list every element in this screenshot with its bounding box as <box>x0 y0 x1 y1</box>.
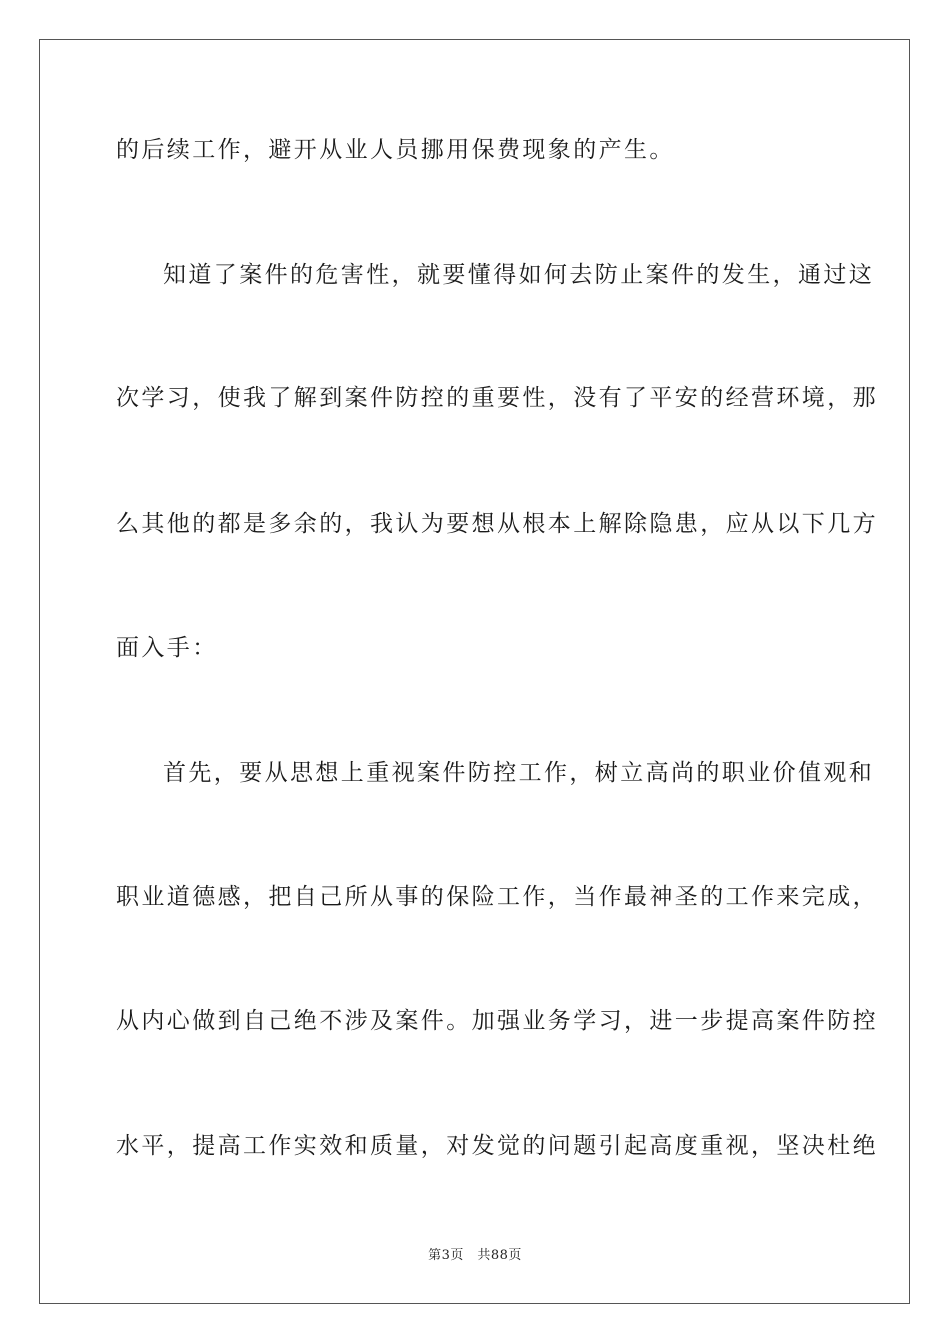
text-line: 从内心做到自己绝不涉及案件。加强业务学习，进一步提高案件防控 <box>116 1008 878 1034</box>
text-line: 面入手： <box>116 635 218 661</box>
text-line: 职业道德感，把自己所从事的保险工作，当作最神圣的工作来完成， <box>116 884 878 910</box>
page-number: 第3页 共88页 <box>428 1248 522 1263</box>
page-border <box>39 39 910 1304</box>
text-line: 的后续工作，避开从业人员挪用保费现象的产生。 <box>116 137 675 163</box>
text-line: 水平，提高工作实效和质量，对发觉的问题引起高度重视，坚决杜绝 <box>116 1133 878 1159</box>
text-line: 知道了案件的危害性，就要懂得如何去防止案件的发生，通过这 <box>163 262 875 288</box>
text-line: 次学习，使我了解到案件防控的重要性，没有了平安的经营环境，那 <box>116 385 878 411</box>
text-line: 首先，要从思想上重视案件防控工作，树立高尚的职业价值观和 <box>163 760 875 786</box>
text-line: 么其他的都是多余的，我认为要想从根本上解除隐患，应从以下几方 <box>116 511 878 537</box>
